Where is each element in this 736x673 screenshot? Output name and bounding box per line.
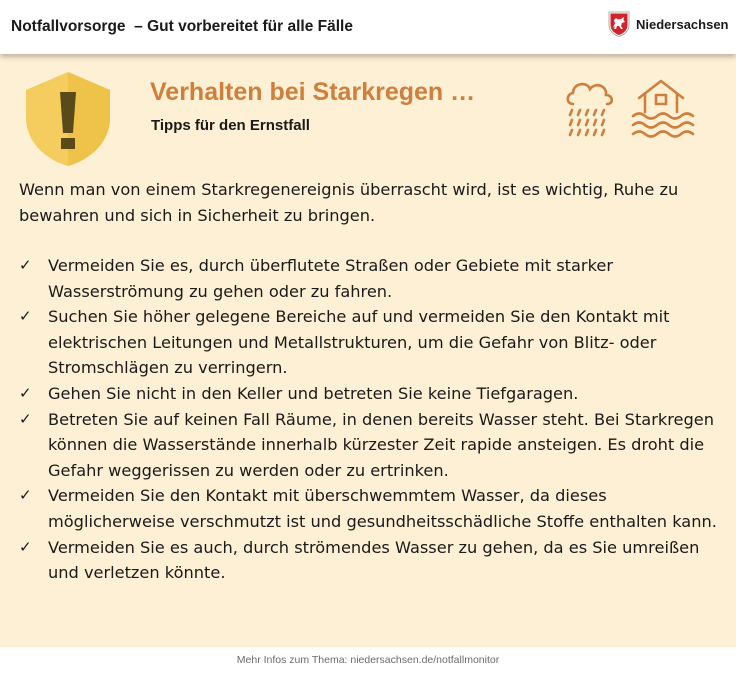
weather-icons xyxy=(563,74,719,140)
header-title: Notfallvorsorge – Gut vorbereitet für alle Fälle xyxy=(11,18,353,35)
flooded-house-icon xyxy=(633,81,693,137)
niedersachsen-logo[interactable] xyxy=(608,11,729,37)
checkmark-icon: ✓ xyxy=(19,537,32,556)
tip-text: Vermeiden Sie es, durch überflutete Straßen oder Gebiete mit starker Wasserströmung zu gehen oder zu fahren. xyxy=(48,256,613,301)
tip-item xyxy=(19,304,719,381)
tip-item xyxy=(19,483,719,534)
tips-list xyxy=(19,253,719,586)
tip-text: Suchen Sie höher gelegene Bereiche auf und vermeiden Sie den Kontakt mit elektrischen Leitungen und Metallstrukturen, um die Gefahr von Blitz- oder Stromschlägen zu verringern. xyxy=(48,307,670,378)
tip-item xyxy=(19,381,719,407)
tip-text: Vermeiden Sie den Kontakt mit überschwemmtem Wasser, da dieses möglicherweise verschmutzt ist und gesundheitsschädliche Stoffe enthalten kann. xyxy=(48,486,717,531)
logo-label: Niedersachsen xyxy=(636,16,729,32)
header-bar xyxy=(0,0,736,54)
tip-item xyxy=(19,407,719,484)
warning-shield-icon xyxy=(20,70,116,168)
card-heading: Verhalten bei Starkregen … xyxy=(150,78,476,106)
checkmark-icon: ✓ xyxy=(19,307,32,326)
tip-item xyxy=(19,535,719,586)
tip-text: Betreten Sie auf keinen Fall Räume, in denen bereits Wasser steht. Bei Starkregen können die Wasserstände innerhalb kürzester Zeit rapide ansteigen. Es droht die Gefahr weggerissen zu werden oder zu ertrinken. xyxy=(48,409,714,480)
checkmark-icon: ✓ xyxy=(19,256,32,274)
checkmark-icon: ✓ xyxy=(19,409,32,428)
tip-text: Gehen Sie nicht in den Keller und betreten Sie keine Tiefgaragen. xyxy=(48,383,579,403)
tip-text: Vermeiden Sie es auch, durch strömendes Wasser zu gehen, da es Sie umreißen und verletzen könnte. xyxy=(48,537,700,583)
footer-info-link[interactable]: Mehr Infos zum Thema: niedersachsen.de/notfallmonitor xyxy=(0,647,736,669)
coat-of-arms-icon xyxy=(608,11,630,37)
tips-card xyxy=(0,54,736,647)
rain-cloud-icon xyxy=(568,84,612,135)
checkmark-icon: ✓ xyxy=(19,486,32,505)
intro-text: Wenn man von einem Starkregenereignis überrascht wird, ist es wichtig, Ruhe zu bewahren und sich in Sicherheit zu bringen. xyxy=(19,180,679,225)
checkmark-icon: ✓ xyxy=(19,383,32,402)
card-subheading: Tipps für den Ernstfall xyxy=(151,117,310,134)
tip-item xyxy=(19,253,719,304)
